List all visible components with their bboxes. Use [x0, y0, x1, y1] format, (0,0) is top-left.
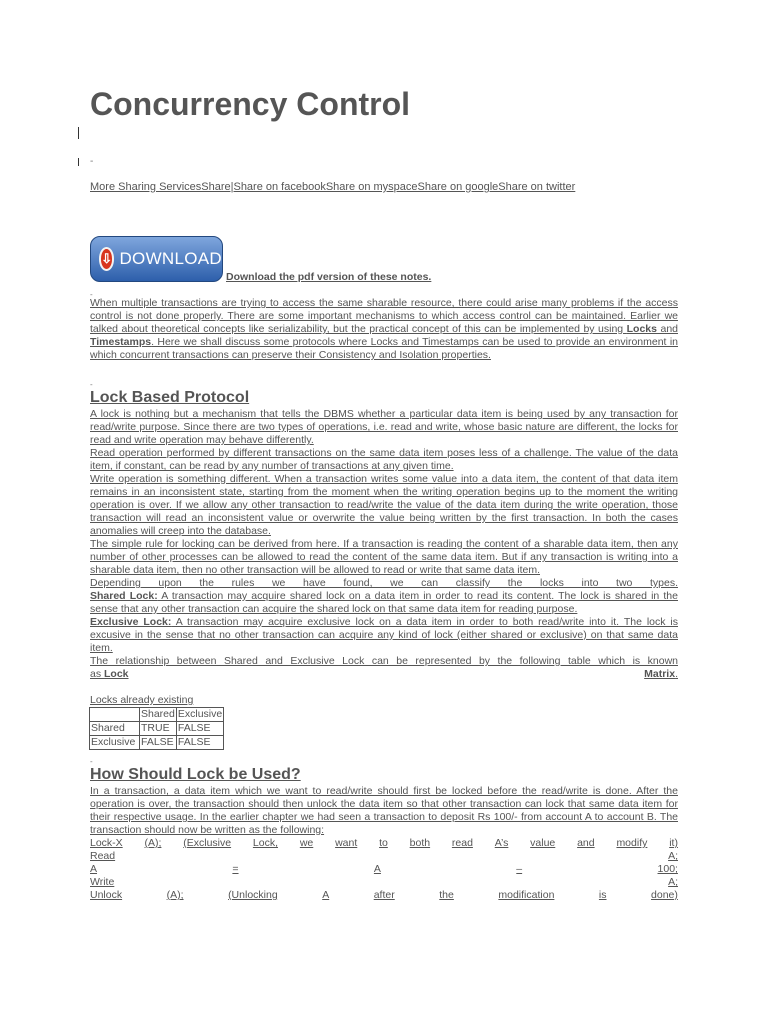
table-row	[90, 722, 224, 736]
code-token: A	[90, 863, 98, 875]
code-token: is	[598, 889, 607, 901]
table-cell: FALSE	[176, 736, 223, 750]
table-cell: Shared	[141, 708, 175, 720]
lock-matrix-caption: Locks already existing	[90, 694, 194, 706]
locking-rule-paragraph: The simple rule for locking can be derived from here. If a transaction is reading the content of a sharable data item, then any number of other processes can be allowed to read the content of the same data item. But if any transaction is writing into a sharable data item, then no other transaction will be allowed to read or write that same data item.	[90, 538, 678, 576]
dash-mark-3: -	[90, 380, 93, 389]
download-button[interactable]	[90, 236, 223, 282]
lock-usage-paragraph: In a transaction, a data item which we want to read/write should first be locked before the read/write is done. After the operation is over, the transaction should then unlock the data item so that other transaction can lock that same data item for their respective usage. In the earlier chapter we had seen a transaction to deposit Rs 100/- from account A to account B. The transaction should now be written as the following:	[90, 785, 678, 836]
table-header-row	[90, 708, 224, 722]
code-line	[90, 863, 678, 876]
share-bar-link[interactable]: More Sharing ServicesShare|Share on facebookShare on myspaceShare on googleShare on twitter	[90, 181, 576, 193]
exclusive-lock-term: Exclusive Lock:	[90, 616, 172, 628]
code-line	[90, 889, 678, 902]
timestamps-term: Timestamps	[90, 336, 152, 348]
page-title: Concurrency Control	[90, 86, 411, 122]
dash-mark-2: -	[90, 290, 93, 299]
code-token: Lock,	[252, 837, 279, 849]
matrix-term: Matrix	[644, 668, 676, 680]
code-token: Write	[90, 876, 115, 888]
code-line	[90, 837, 678, 850]
code-token: A;	[668, 850, 678, 862]
download-pdf-link[interactable]: Download the pdf version of these notes.	[226, 271, 432, 283]
shared-lock-term: Shared Lock:	[90, 590, 158, 602]
lock-definition-paragraph: A lock is nothing but a mechanism that tells the DBMS whether a particular data item is being used by any transaction for read/write purpose. Since there are two types of operations, i.e. read and write, whose basic nature are different, the locks for read and write operation may behave differently.	[90, 408, 678, 446]
code-token: Read	[90, 850, 116, 862]
code-token: A	[373, 863, 381, 875]
table-cell: Exclusive	[177, 708, 223, 720]
code-token: (A);	[144, 837, 162, 849]
code-token: it)	[669, 837, 678, 849]
code-line	[90, 850, 678, 863]
table-row	[90, 736, 224, 750]
download-button-label: DOWNLOAD	[119, 249, 222, 268]
code-token: (Exclusive	[183, 837, 232, 849]
how-should-lock-be-used-heading: How Should Lock be Used?	[90, 766, 301, 783]
code-token: and	[577, 837, 595, 849]
table-cell: Exclusive	[90, 736, 140, 750]
table-cell: TRUE	[140, 722, 177, 736]
code-token: both	[409, 837, 431, 849]
table-cell: FALSE	[176, 722, 223, 736]
lock-matrix-table	[89, 707, 224, 750]
lock-matrix-intro: The relationship between Shared and Exclusive Lock can be represented by the following table which is known	[90, 655, 678, 667]
code-line	[90, 876, 678, 889]
table-cell: Shared	[90, 722, 140, 736]
code-token: after	[373, 889, 395, 901]
code-token: want	[335, 837, 358, 849]
lock-types-intro: Depending upon the rules we have found, we can classify the locks into two types.	[90, 577, 678, 589]
code-token: A;	[668, 876, 678, 888]
download-arrow-icon: ⇩	[99, 247, 114, 271]
code-token: (A);	[166, 889, 184, 901]
code-token: (Unlocking	[228, 889, 278, 901]
code-token: –	[516, 863, 523, 875]
code-token: =	[232, 863, 239, 875]
code-token: we	[299, 837, 314, 849]
exclusive-lock-paragraph: Exclusive Lock: A transaction may acquire exclusive lock on a data item in order to both read/write into it. The lock is excusive in the sense that no other transaction can acquire any kind of lock (either shared or exclusive) on that same data item.	[90, 616, 678, 654]
table-cell: FALSE	[140, 736, 177, 750]
write-operation-paragraph: Write operation is something different. When a transaction writes some value into a data item, the content of that data item remains in an inconsistent state, starting from the moment when the writing operation begins up to the moment the writing operation is over. If we allow any other transaction to read/write the value of the data item during the write operation, those transaction will read an inconsistent value or overwrite the value being written by the first transaction. In both the cases anomalies will creep into the database.	[90, 473, 678, 537]
vertical-rule-small	[78, 158, 79, 166]
code-token: A	[322, 889, 330, 901]
read-operation-paragraph: Read operation performed by different transactions on the same data item poses less of a challenge. The value of the data item, if constant, can be read by any number of transactions at any given time.	[90, 447, 678, 472]
code-token: the	[439, 889, 454, 901]
table-cell	[90, 708, 140, 722]
dash-mark-4: -	[90, 757, 93, 766]
code-token: read	[451, 837, 473, 849]
code-token: modification	[498, 889, 555, 901]
code-token: value	[530, 837, 556, 849]
lock-matrix-intro-line2: as Lock Matrix.	[90, 668, 678, 680]
vertical-rule	[78, 127, 79, 139]
code-token: modify	[616, 837, 648, 849]
shared-lock-paragraph: Shared Lock: A transaction may acquire shared lock on a data item in order to read its content. The lock is shared in the sense that any other transaction can acquire the shared lock on that same data item for reading purpose.	[90, 590, 678, 615]
dash-mark: -	[90, 156, 94, 167]
code-token: Lock-X	[90, 837, 123, 849]
lock-term: Lock	[104, 668, 129, 680]
code-token: Unlock	[90, 889, 123, 901]
intro-paragraph: When multiple transactions are trying to access the same sharable resource, there could arise many problems if the access control is not done properly. There are some important mechanisms to which access control can be maintained. Earlier we talked about theoretical concepts like serializability, but the practical concept of this can be implemented by using Locks and Timestamps. Here we shall discuss some protocols where Locks and Timestamps can be used to provide an environment in which concurrent transactions can preserve their Consistency and Isolation properties.	[90, 297, 678, 361]
code-token: 100;	[657, 863, 678, 875]
code-token: to	[379, 837, 388, 849]
code-token: done)	[651, 889, 678, 901]
code-token: A’s	[494, 837, 509, 849]
lock-based-protocol-heading: Lock Based Protocol	[90, 389, 250, 406]
locks-term: Locks	[626, 323, 657, 335]
